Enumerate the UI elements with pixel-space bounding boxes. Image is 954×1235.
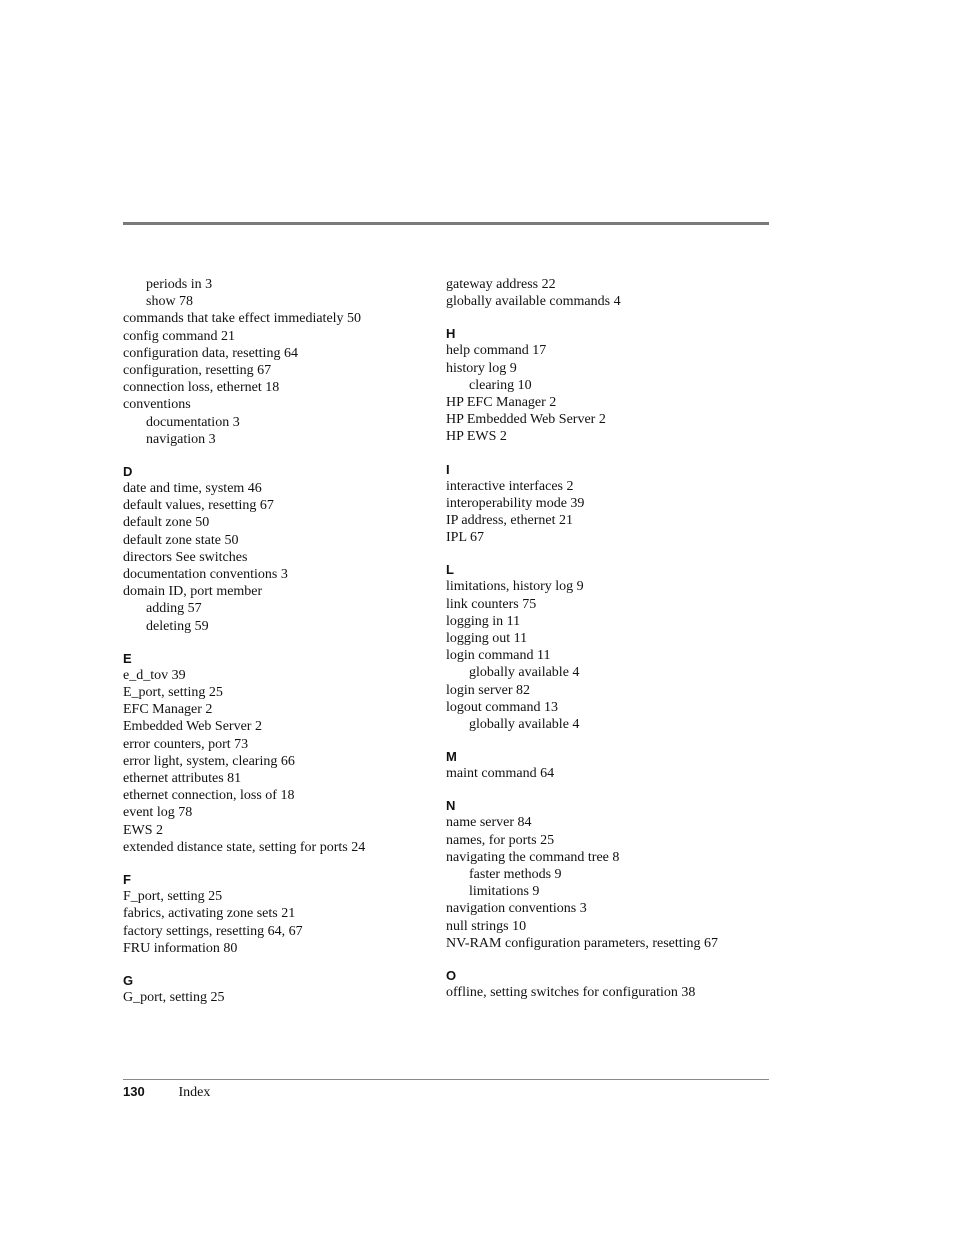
- index-section-letter: H: [446, 326, 456, 342]
- index-entry: default zone state 50: [123, 532, 239, 548]
- index-entry: G_port, setting 25: [123, 989, 225, 1005]
- index-entry: EWS 2: [123, 822, 164, 838]
- index-section-letter: G: [123, 972, 134, 988]
- index-entry: event log 78: [123, 805, 193, 821]
- index-subentry: globally available 4: [469, 717, 580, 733]
- footer-section-label: Index: [178, 1085, 211, 1100]
- index-entry: history log 9: [446, 360, 517, 376]
- index-entry: logging out 11: [446, 631, 528, 647]
- index-entry: navigating the command tree 8: [446, 849, 620, 865]
- index-entry: names, for ports 25: [446, 832, 555, 848]
- index-entry: offline, setting switches for configuration 38: [446, 985, 696, 1001]
- index-subentry: show 78: [146, 294, 194, 310]
- index-entry: extended distance state, setting for ports 24: [123, 839, 366, 855]
- index-subentry: periods in 3: [146, 277, 213, 292]
- index-entry: HP EWS 2: [446, 429, 507, 445]
- index-entry: HP Embedded Web Server 2: [446, 412, 606, 428]
- index-entry: domain ID, port member: [123, 584, 263, 600]
- index-subentry: limitations 9: [469, 884, 540, 900]
- index-entry: FRU information 80: [123, 940, 238, 956]
- index-subentry: adding 57: [146, 601, 202, 617]
- index-entry: connection loss, ethernet 18: [123, 380, 280, 396]
- index-entry: documentation conventions 3: [123, 567, 288, 583]
- index-entry: login server 82: [446, 682, 530, 698]
- index-entry: default zone 50: [123, 515, 210, 531]
- index-entry: login command 11: [446, 648, 551, 664]
- index-subentry: documentation 3: [146, 414, 240, 430]
- index-entry: IPL 67: [446, 530, 484, 546]
- index-section-letter: E: [123, 650, 132, 666]
- index-entry: configuration data, resetting 64: [123, 345, 298, 361]
- index-entry: configuration, resetting 67: [123, 363, 272, 379]
- index-section-letter: L: [446, 562, 454, 578]
- index-entry: ethernet connection, loss of 18: [123, 788, 295, 804]
- footer-rule: [123, 1079, 769, 1080]
- index-subentry: globally available 4: [469, 665, 580, 681]
- index-entry: config command 21: [123, 328, 235, 344]
- index-section-letter: O: [446, 968, 457, 984]
- index-entry: gateway address 22: [446, 277, 556, 292]
- index-entry: interoperability mode 39: [446, 495, 585, 511]
- index-entry: globally available commands 4: [446, 294, 621, 310]
- index-entry: maint command 64: [446, 766, 555, 782]
- index-entry: HP EFC Manager 2: [446, 395, 557, 411]
- index-entry: link counters 75: [446, 596, 537, 612]
- index-entry: E_port, setting 25: [123, 685, 223, 701]
- index-section-letter: I: [446, 461, 450, 477]
- page-number: 130: [123, 1084, 145, 1099]
- index-section-letter: M: [446, 749, 457, 765]
- index-entry: fabrics, activating zone sets 21: [123, 906, 296, 922]
- index-entry: logging in 11: [446, 613, 521, 629]
- index-section-letter: D: [123, 464, 133, 480]
- index-entry: conventions: [123, 397, 191, 413]
- index-column-left: [123, 276, 433, 1006]
- index-entry: commands that take effect immediately 50: [123, 311, 362, 327]
- header-rule: [123, 222, 769, 225]
- index-entry: IP address, ethernet 21: [446, 513, 573, 529]
- page-footer: [123, 1084, 210, 1101]
- index-entry: factory settings, resetting 64, 67: [123, 923, 303, 939]
- index-entry: navigation conventions 3: [446, 901, 587, 917]
- index-entry: limitations, history log 9: [446, 579, 584, 595]
- index-entry: NV-RAM configuration parameters, resetting 67: [446, 935, 719, 951]
- index-entry: error counters, port 73: [123, 736, 249, 752]
- index-subentry: deleting 59: [146, 618, 209, 634]
- index-entry: Embedded Web Server 2: [123, 719, 262, 735]
- index-subentry: faster methods 9: [469, 867, 562, 883]
- index-entry: ethernet attributes 81: [123, 771, 242, 787]
- index-entry: EFC Manager 2: [123, 702, 213, 718]
- index-entry: date and time, system 46: [123, 481, 262, 497]
- index-column-right: [446, 276, 756, 1001]
- index-entry: name server 84: [446, 815, 532, 831]
- index-entry: null strings 10: [446, 918, 527, 934]
- index-subentry: clearing 10: [469, 377, 532, 393]
- index-section-letter: F: [123, 872, 131, 888]
- index-entry: help command 17: [446, 343, 547, 359]
- index-entry: directors See switches: [123, 549, 248, 565]
- index-entry: error light, system, clearing 66: [123, 753, 295, 769]
- index-entry: F_port, setting 25: [123, 889, 223, 905]
- index-subentry: navigation 3: [146, 431, 216, 447]
- index-entry: interactive interfaces 2: [446, 478, 574, 494]
- index-entry: logout command 13: [446, 699, 558, 715]
- index-entry: default values, resetting 67: [123, 498, 274, 514]
- index-entry: e_d_tov 39: [123, 667, 186, 683]
- index-section-letter: N: [446, 798, 456, 814]
